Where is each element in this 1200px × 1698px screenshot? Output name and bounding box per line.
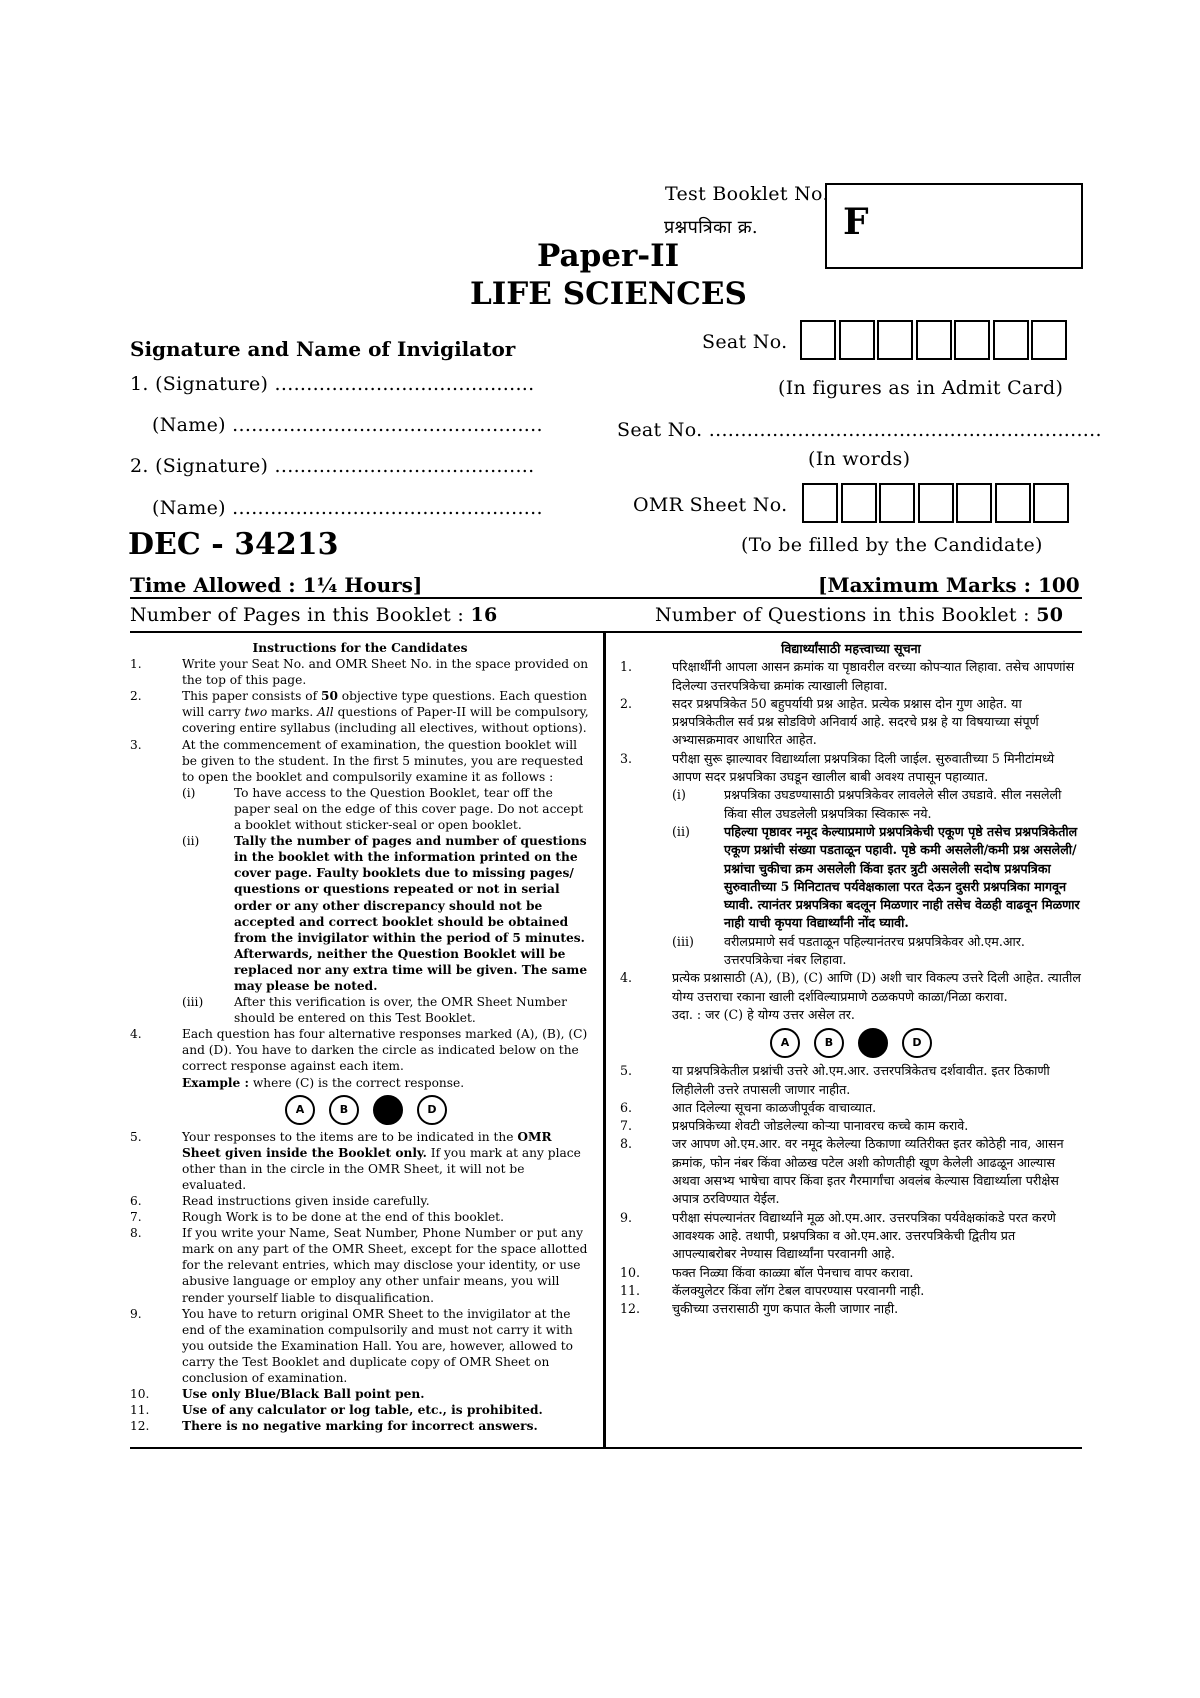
- bubble-a: A: [285, 1095, 315, 1125]
- seat-digit-box[interactable]: [1031, 320, 1067, 360]
- instruction-item: 3. परीक्षा सुरू झाल्यावर विद्यार्थ्याला प्रश्नपत्रिका दिली जाईल. सुरुवातीच्या 5 मिनीटांमध्ये आपण सदर प्रश्नपत्रिका उघडून खालील बाबी अवश्य तपासून पहाव्यात.: [620, 750, 1055, 785]
- booklet-code: F: [843, 201, 869, 243]
- omr-digit-box[interactable]: [841, 483, 877, 523]
- instruction-item: 8. जर आपण ओ.एम.आर. वर नमूद केलेल्या ठिकाणा व्यतिरीक्त इतर कोठेही नाव, आसन क्रमांक, फोन नंबर किंवा ओळख पटेल अशी कोणतीही खूण केलेली आढळून आल्यास अथवा असभ्य भाषेचा वापर किंवा इतर गैरमार्गांचा अवलंब केल्यास विद्यार्थ्याला परीक्षेस अपात्र ठरविण्यात येईल.: [620, 1136, 1064, 1207]
- filled-by-candidate-note: (To be filled by the Candidate): [741, 534, 1043, 556]
- instruction-item: 9. परीक्षा संपल्यानंतर विद्यार्थ्याने मूळ ओ.एम.आर. उत्तरपत्रिका पर्यवेक्षकांकडे परत करणे आवश्यक आहे. तथापी, प्रश्नपत्रिका व ओ.एम.आर. उत्तरपत्रिकेची द्वितीय प्रत आपल्याबरोबर नेण्यास विद्यार्थ्यांना परवानगी आहे.: [620, 1209, 1056, 1262]
- invigilator-heading: Signature and Name of Invigilator: [130, 337, 516, 361]
- instruction-subitem: (ii) पहिल्या पृष्ठावर नमूद केल्याप्रमाणे प्रश्नपत्रिकेची एकूण पृष्ठे तसेच प्रश्नपत्रिकेतील एकूण प्रश्नांची संख्या पडताळून पहावी. पृष्ठे कमी असलेली/कमी प्रश्न असलेली/प्रश्नांचा चुकीचा क्रम असलेली किंवा इतर त्रुटी असलेली सदोष प्रश्नपत्रिका सुरुवातीच्या 5 मिनिटातच पर्यवेक्षकाला परत देऊन दुसरी प्रश्नपत्रिका मागवून घ्यावी. त्यानंतर प्रश्नपत्रिका बदलून मिळणार नाही तसेच वेळही वाढवून मिळणार नाही याची कृपया विद्यार्थ्यांनी नोंद घ्यावी.: [672, 823, 1080, 931]
- maximum-marks: [Maximum Marks : 100: [818, 573, 1080, 597]
- invigilator-2-signature: 2. (Signature) .........................................: [130, 455, 535, 477]
- bubble-c-filled: C: [858, 1028, 888, 1058]
- instruction-subitem: (i) प्रश्नपत्रिका उघडण्यासाठी प्रश्नपत्रिकेवर लावलेले सील उघडावे. सील नसलेली किंवा सील उघडलेली प्रश्नपत्रिका स्विकारू नये.: [672, 787, 1062, 821]
- bubble-b: B: [329, 1095, 359, 1125]
- time-allowed: Time Allowed : 1¼ Hours]: [130, 573, 423, 597]
- pages-label: Number of Pages in this Booklet :: [130, 604, 471, 626]
- instruction-item: 12. चुकीच्या उत्तरासाठी गुण कपात केली जाणार नाही.: [620, 1301, 899, 1317]
- instruction-item: 11. कॅलक्युलेटर किंवा लॉग टेबल वापरण्यास परवानगी नाही.: [620, 1282, 925, 1298]
- instruction-item: 5. Your responses to the items are to be indicated in the OMR Sheet given inside the Booklet only. If you mark at any place other than in the circle in the OMR Sheet, it will not be evaluated.: [130, 1129, 581, 1192]
- paper-title: Paper-II: [537, 238, 680, 274]
- instruction-subitem: (iii) वरीलप्रमाणे सर्व पडताळून पहिल्यानंतरच प्रश्नपत्रिकेवर ओ.एम.आर. उत्तरपत्रिकेचा नंबर लिहावा.: [672, 933, 1025, 968]
- instruction-item: 7. Rough Work is to be done at the end of this booklet.: [130, 1210, 504, 1225]
- bubble-d: D: [417, 1095, 447, 1125]
- instructions-marathi: [620, 640, 1082, 1318]
- bubble-a: A: [770, 1028, 800, 1058]
- seat-digit-box[interactable]: [800, 320, 836, 360]
- instruction-item: 1. Write your Seat No. and OMR Sheet No. in the space provided on the top of this page.: [130, 657, 589, 688]
- seat-digit-box[interactable]: [877, 320, 913, 360]
- bubble-b: B: [814, 1028, 844, 1058]
- exam-code: DEC - 34213: [128, 527, 339, 562]
- divider-bottom: [130, 1447, 1082, 1449]
- invigilator-1-signature: 1. (Signature) .........................................: [130, 373, 535, 395]
- questions-value: 50: [1036, 604, 1064, 626]
- bubble-c-filled: C: [373, 1095, 403, 1125]
- booklet-label-mr: प्रश्नपत्रिका क्र.: [664, 217, 758, 238]
- seat-digit-box[interactable]: [916, 320, 952, 360]
- instruction-item: 8. If you write your Name, Seat Number, Phone Number or put any mark on any part of the OMR Sheet, except for the space allotted for the relevant entries, which may disclose your identity, or use abusive language or employ any other unfair means, you will render yourself liable to disqualification.: [130, 1226, 588, 1305]
- instruction-item: 6. आत दिलेल्या सूचना काळजीपूर्वक वाचाव्यात.: [620, 1099, 877, 1115]
- instructions-title-marathi: विद्यार्थ्यांसाठी महत्त्वाच्या सूचना: [781, 641, 921, 656]
- subject-title: LIFE SCIENCES: [470, 276, 747, 312]
- instruction-item: 11. Use of any calculator or log table, etc., is prohibited.: [130, 1403, 543, 1418]
- column-divider: [603, 633, 606, 1449]
- seat-digit-box[interactable]: [954, 320, 990, 360]
- instruction-subitem: (i) To have access to the Question Booklet, tear off the paper seal on the edge of this cover page. Do not accept a booklet without sticker-seal or open booklet.: [182, 785, 584, 833]
- instruction-item: 5. या प्रश्नपत्रिकेतील प्रश्नांची उत्तरे ओ.एम.आर. उत्तरपत्रिकेतच दर्शवावीत. इतर ठिकाणी लिहीलेली उत्तरे तपासली जाणार नाहीत.: [620, 1063, 1050, 1097]
- instruction-item: 4. Each question has four alternative responses marked (A), (B), (C) and (D). You have to darken the circle as indicated below on the correct response against each item. Example : where (C) is the correct response.: [130, 1027, 588, 1090]
- seat-no-boxes[interactable]: [800, 320, 1070, 360]
- instruction-item: 10. Use only Blue/Black Ball point pen.: [130, 1387, 425, 1402]
- instruction-item: 7. प्रश्नपत्रिकेच्या शेवटी जोडलेल्या कोऱ्या पानावरच कच्चे काम करावे.: [620, 1118, 969, 1134]
- instruction-item: 4. प्रत्येक प्रश्नासाठी (A), (B), (C) आणि (D) अशी चार विकल्प उत्तरे दिली आहेत. त्यातील योग्य उत्तराचा रकाना खाली दर्शविल्याप्रमाणे ठळकपणे काळा/निळा करावा. उदा. : जर (C) हे योग्य उत्तर असेल तर.: [620, 970, 1081, 1022]
- divider-top: [130, 597, 1082, 599]
- instruction-item: 6. Read instructions given inside carefully.: [130, 1194, 430, 1208]
- omr-digit-box[interactable]: [879, 483, 915, 523]
- instruction-item: 2. सदर प्रश्नपत्रिकेत 50 बहुपर्यायी प्रश्न आहेत. प्रत्येक प्रश्नास दोन गुण आहेत. या प्रश्नपत्रिकेतील सर्व प्रश्न सोडविणे अनिवार्य आहे. सदरचे प्रश्न हे या विषयाच्या संपूर्ण अभ्यासक्रमावर आधारित आहेत.: [620, 695, 1039, 748]
- example-bubbles-en: [285, 1095, 590, 1125]
- invigilator-1-name: (Name) .................................................: [152, 414, 543, 436]
- pages-value: 16: [470, 604, 498, 626]
- seat-figures-note: (In figures as in Admit Card): [778, 377, 1064, 399]
- example-bubbles-mr: [770, 1028, 1082, 1058]
- divider-mid: [130, 631, 1082, 633]
- seat-digit-box[interactable]: [993, 320, 1029, 360]
- omr-digit-box[interactable]: [918, 483, 954, 523]
- omr-digit-box[interactable]: [1033, 483, 1069, 523]
- omr-sheet-boxes[interactable]: [802, 483, 1072, 523]
- invigilator-2-name: (Name) .................................................: [152, 497, 543, 519]
- instruction-subitem: (ii) Tally the number of pages and number of questions in the booklet with the information printed on the cover page. Faulty booklets due to missing pages/ questions or questions repeated or not in serial order or any other discrepancy should not be accepted and correct booklet should be obtained from the invigilator within the period of 5 minutes. Afterwards, neither the Question Booklet will be replaced nor any extra time will be given. The same may please be noted.: [182, 834, 588, 993]
- omr-sheet-label: OMR Sheet No.: [633, 494, 788, 516]
- seat-digit-box[interactable]: [839, 320, 875, 360]
- omr-digit-box[interactable]: [802, 483, 838, 523]
- instruction-item: 1. परिक्षार्थींनी आपला आसन क्रमांक या पृष्ठावरील वरच्या कोपऱ्यात लिहावा. तसेच आपणांस दिलेल्या उत्तरपत्रिकेचा क्रमांक त्याखाली लिहावा.: [620, 659, 1075, 693]
- pages-count: [130, 604, 498, 626]
- instruction-item: 10. फक्त निळ्या किंवा काळ्या बॉल पेनचाच वापर करावा.: [620, 1264, 914, 1280]
- questions-label: Number of Questions in this Booklet :: [655, 604, 1037, 626]
- instruction-item: 12. There is no negative marking for incorrect answers.: [130, 1419, 538, 1434]
- omr-digit-box[interactable]: [956, 483, 992, 523]
- instructions-title: Instructions for the Candidates: [252, 641, 468, 655]
- booklet-label-en: Test Booklet No.: [665, 183, 829, 205]
- instruction-item: 2. This paper consists of 50 objective type questions. Each question will carry two marks. All questions of Paper-II will be compulsory, covering entire syllabus (including all electives, without options).: [130, 689, 589, 736]
- omr-digit-box[interactable]: [995, 483, 1031, 523]
- instruction-item: 3. At the commencement of examination, the question booklet will be given to the student. In the first 5 minutes, you are requested to open the booklet and compulsorily examine it as follows :: [130, 737, 584, 784]
- instructions-english: [130, 640, 590, 1434]
- seat-no-label: Seat No.: [702, 331, 788, 353]
- in-words-note: (In words): [808, 448, 911, 470]
- booklet-code-box: [825, 183, 1083, 269]
- questions-count: [655, 604, 1063, 626]
- seat-no-words[interactable]: Seat No. ..............................................................: [617, 419, 1102, 441]
- instruction-item: 9. You have to return original OMR Sheet to the invigilator at the end of the examination compulsorily and must not carry it with you outside the Examination Hall. You are, however, allowed to carry the Test Booklet and duplicate copy of OMR Sheet on conclusion of examination.: [130, 1306, 574, 1386]
- instruction-subitem: (iii) After this verification is over, the OMR Sheet Number should be entered on this Test Booklet.: [182, 995, 567, 1026]
- bubble-d: D: [902, 1028, 932, 1058]
